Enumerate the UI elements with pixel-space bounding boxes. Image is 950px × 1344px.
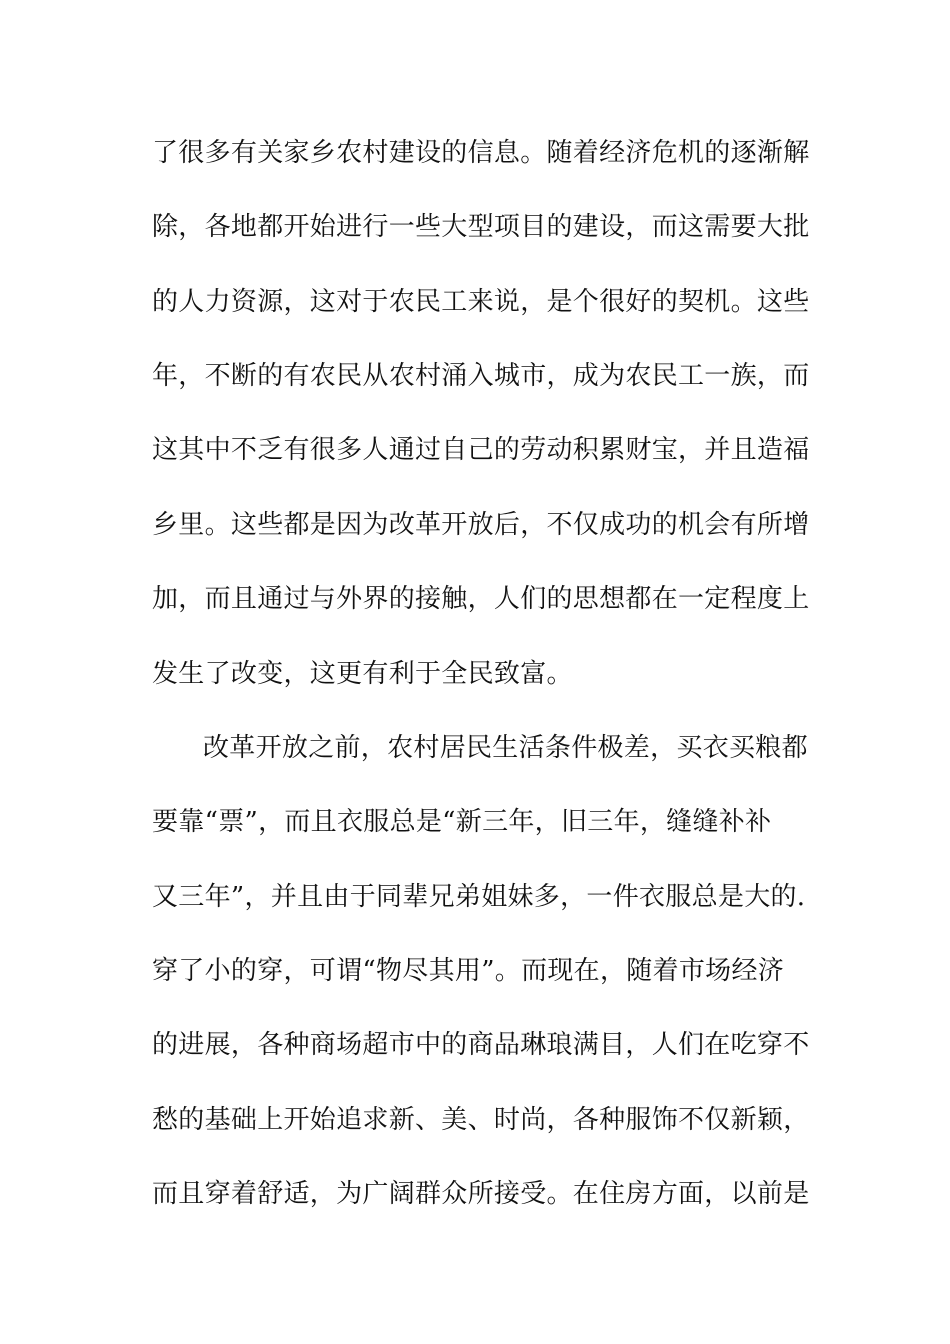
text-line-12: 穿了小的穿，可谓“物尽其用”。而现在，随着市场经济 [152, 956, 785, 986]
text-line-9-paragraph-start: 改革开放之前，农村居民生活条件极差，买衣买粮都 [203, 733, 808, 763]
text-line-6: 乡里。这些都是因为改革开放后，不仅成功的机会有所增 [152, 510, 810, 540]
text-line-7: 加，而且通过与外界的接触，人们的思想都在一定程度上 [152, 584, 810, 614]
text-line-2: 除，各地都开始进行一些大型项目的建设，而这需要大批 [152, 212, 810, 242]
text-line-13: 的进展，各种商场超市中的商品琳琅满目，人们在吃穿不 [152, 1030, 810, 1060]
text-line-1: 了很多有关家乡农村建设的信息。随着经济危机的逐渐解 [152, 138, 810, 168]
text-line-15: 而且穿着舒适，为广阔群众所接受。在住房方面，以前是 [152, 1179, 810, 1209]
text-line-11: 又三年”，并且由于同辈兄弟姐妹多，一件衣服总是大的. [152, 882, 806, 912]
text-line-8: 发生了改变，这更有利于全民致富。 [152, 659, 573, 689]
text-line-14: 愁的基础上开始追求新、美、时尚，各种服饰不仅新颖， [152, 1105, 810, 1135]
text-line-10: 要靠“票”，而且衣服总是“新三年，旧三年，缝缝补补 [152, 807, 772, 837]
text-line-3: 的人力资源，这对于农民工来说，是个很好的契机。这些 [152, 287, 810, 317]
text-line-4: 年，不断的有农民从农村涌入城市，成为农民工一族，而 [152, 361, 810, 391]
text-line-5: 这其中不乏有很多人通过自己的劳动积累财宝，并且造福 [152, 435, 810, 465]
